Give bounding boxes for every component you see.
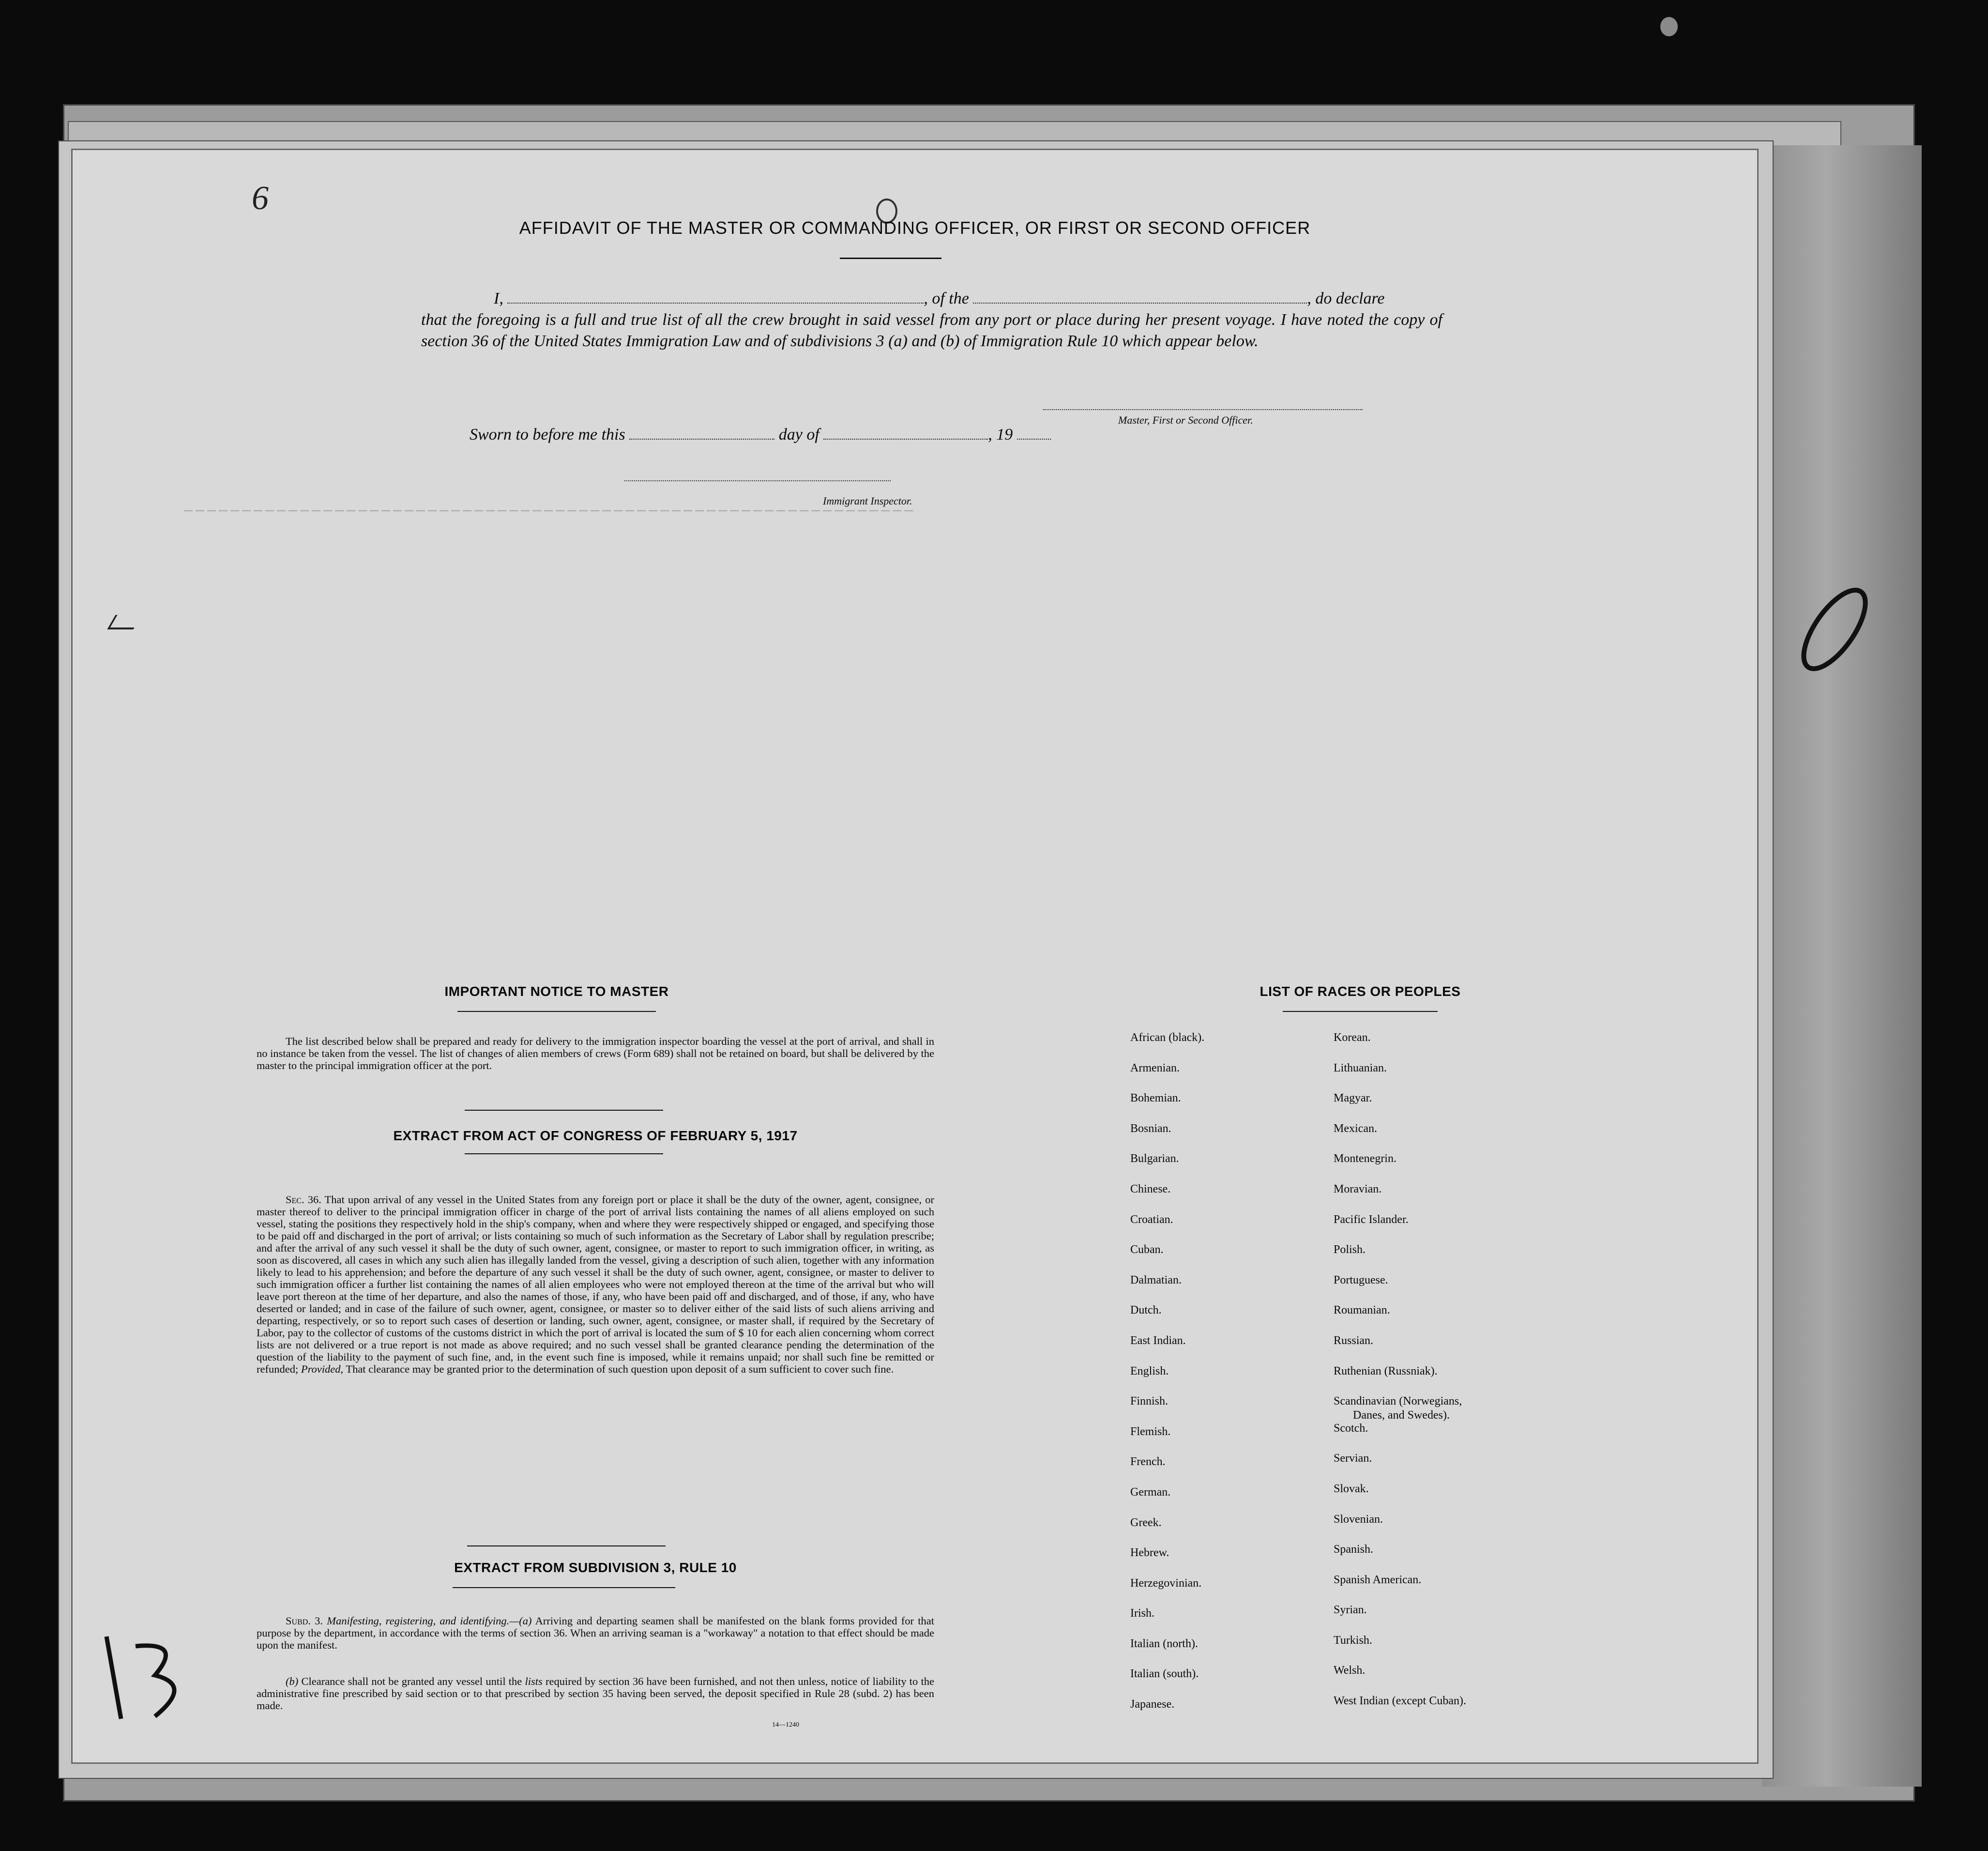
rule-a-text: Arriving and departing seamen shall be manifested on the blank forms provided for that purpose by the department, in accordance with the terms of section 36. When an arriving seaman is a "workaway" a notation to that effect should be made upon the manifest. [257,1615,935,1651]
act-body: That upon arrival of any vessel in the United States from any foreign port or place it shall be the duty of the owner, agent, consignee, or master thereof to deliver to the principal immigration officer in charge of the port of arrival lists containing the names of all aliens employed on such vessel, stating the positions they respectively hold in the ship's company, when and where they were respectively shipped or engaged, and specifying those to be paid off and discharged in the port of arrival; or lists containing so much of such information as the Secretary of Labor shall by regulation prescribe; and after the arrival of any such vessel it shall be the duty of such owner, agent, consignee, or master to report to such immigration officer, in writing, as soon as discovered, all cases in which any such alien has illegally landed from the vessel, giving a description of such alien, together with any information likely to lead to his apprehension; and before the departure of any such vessel it shall be the duty of such owner, agent, consignee, or master to deliver to such immigration officer a further list containing the names of all alien employees who were not employed thereon at the time of the arrival but who will leave port thereon at the time of her departure, and also the names of those, if any, who have been paid off and discharged, and of those, if any, who have deserted or landed; and in case of the failure of such owner, agent, consignee, or master so to deliver either of the said lists of such aliens arriving and departing, respectively, or so to report such cases of desertion or landing, such owner, agent, consignee, or master shall, if required by the Secretary of Labor, pay to the collector of customs of the customs district in which the port of arrival is located the sum of $ 10 for each alien concerning whom correct lists are not delivered or a true report is not made as above required; and no such vessel shall be granted clearance pending the determination of the question of the liability to the payment of such fine, and, in the event such fine is imposed, while it remains unpaid; nor shall such fine be remitted or refunded; [257,1193,934,1375]
divider [453,1587,675,1588]
sworn-month-field[interactable] [823,425,988,440]
race-item: Welsh. [1334,1664,1366,1677]
race-item: Dalmatian. [1130,1273,1182,1286]
race-item: Scandinavian (Norwegians, [1334,1395,1462,1408]
act-body-end: That clearance may be granted prior to the determination of such question upon deposit of a sum sufficient to cover such fine. [346,1363,894,1375]
name-field[interactable] [507,303,924,304]
race-item: Italian (north). [1130,1637,1198,1650]
divider [467,1545,666,1546]
race-item: Armenian. [1130,1061,1180,1074]
races-left-column [1130,1031,1204,1729]
race-item: German. [1130,1485,1171,1499]
rule-a-label: —(a) [509,1615,532,1627]
vessel-field[interactable] [973,303,1307,304]
rule-title: Manifesting, registering, and identifying. [327,1615,510,1627]
race-item: Syrian. [1334,1604,1367,1617]
sworn-day-label: day of [778,426,819,444]
race-item: Italian (south). [1130,1667,1199,1681]
race-item: French. [1130,1455,1166,1469]
race-item: Japanese. [1130,1698,1175,1711]
sworn-year-field[interactable] [1017,425,1051,440]
race-item: Dutch. [1130,1304,1162,1317]
rule-heading: EXTRACT FROM SUBDIVISION 3, RULE 10 [454,1560,737,1575]
check-mark [107,615,141,629]
notice-text: The list described below shall be prepared and ready for delivery to the immigration inspector boarding the vessel at the port of arrival, and shall in no instance be taken from the vessel. The list of changes of alien members of crews (Form 689) shall not be retained on board, but shall be delivered by the master to the principal immigration officer at the port. [257,1035,934,1071]
rule-b-text2: required by section 36 have been furnished, and not then unless, notice of liability to the administrative fine prescribed by said section or to that prescribed by section 35 having been served, the deposit specified in Rule 28 (subd. 2) has been made. [257,1675,935,1712]
race-item: Pacific Islander. [1334,1213,1409,1226]
rule-subd-label: Subd. 3. [286,1615,323,1627]
sworn-prefix: Sworn to before me this [470,426,625,444]
race-item: Scotch. [1334,1422,1368,1435]
rule-text-b [257,1675,934,1712]
race-item: Herzegovinian. [1130,1576,1202,1590]
sworn-year-label: , 19 [988,426,1013,444]
race-item: Magyar. [1334,1092,1372,1105]
race-item: Slovenian. [1334,1513,1383,1526]
race-item: Finnish. [1130,1395,1169,1408]
affidavit-page [73,150,1757,1762]
affidavit-body [421,288,1442,352]
race-item: Ruthenian (Russniak). [1334,1364,1438,1377]
race-item: Bohemian. [1130,1092,1181,1105]
act-proviso: Provided, [301,1363,344,1375]
races-right-column [1334,1031,1466,1725]
page-mark: 6 [252,180,269,217]
race-item: Korean. [1334,1031,1371,1044]
race-item: Mexican. [1334,1122,1377,1135]
divider [465,1153,663,1154]
divider [457,1011,656,1012]
sworn-day-field[interactable] [629,425,774,440]
race-item: Roumanian. [1334,1304,1390,1317]
race-item: Irish. [1130,1607,1154,1620]
affidavit-of-the: , of the [924,290,969,307]
race-item: Croatian. [1130,1213,1173,1226]
act-section-label: Sec. 36. [286,1193,321,1206]
race-item: Chinese. [1130,1182,1171,1195]
race-item: Moravian. [1334,1182,1382,1195]
race-item: Flemish. [1130,1425,1171,1438]
divider [1283,1011,1438,1012]
rule-b-text: Clearance shall not be granted any vessel until the [301,1675,522,1687]
act-text [257,1193,934,1375]
divider [465,1110,663,1111]
race-item: Portuguese. [1334,1273,1388,1286]
race-item: Montenegrin. [1334,1152,1396,1165]
race-item: Lithuanian. [1334,1061,1387,1074]
race-item: Spanish American. [1334,1573,1422,1586]
dust-speck [1660,17,1678,36]
background-sheet-edge [1762,145,1922,1787]
sworn-line [470,425,1051,444]
master-label: Master, First or Second Officer. [1118,414,1253,426]
bleed-through-text: ─────────────────────────────────────────────────────────────── [184,504,916,520]
race-item: African (black). [1130,1031,1205,1044]
race-item: Russian. [1334,1334,1374,1347]
race-item: Hebrew. [1130,1546,1169,1560]
notice-heading: IMPORTANT NOTICE TO MASTER [444,984,669,999]
race-item: Turkish. [1334,1634,1372,1647]
races-heading: LIST OF RACES OR PEOPLES [1260,984,1461,999]
race-item: Spanish. [1334,1543,1374,1556]
oval-mark [1791,581,1878,678]
affidavit-title: AFFIDAVIT OF THE MASTER OR COMMANDING OFFICER, OR FIRST OR SECOND OFFICER [519,218,1311,238]
affidavit-do-declare: , do declare [1307,290,1385,307]
rule-text-a [257,1615,934,1651]
divider [840,258,941,259]
race-item-continuation: Danes, and Swedes). [1353,1408,1450,1422]
race-item: West Indian (except Cuban). [1334,1695,1466,1708]
race-item: Bosnian. [1130,1122,1171,1135]
race-item: Bulgarian. [1130,1152,1179,1165]
race-item: Slovak. [1334,1482,1369,1495]
inspector-label: Immigrant Inspector. [823,495,912,507]
race-item: Servian. [1334,1452,1372,1465]
race-item: English. [1130,1364,1169,1377]
affidavit-i: I, [494,290,503,307]
act-heading: EXTRACT FROM ACT OF CONGRESS OF FEBRUARY 5, 1917 [393,1128,798,1143]
rule-b-lists: lists [525,1675,543,1687]
rule-b-label: (b) [286,1675,299,1687]
master-signature-line[interactable] [1043,409,1363,410]
sheet-number-13 [92,1627,198,1724]
race-item: East Indian. [1130,1334,1186,1347]
race-item: Cuban. [1130,1243,1164,1256]
race-item: Polish. [1334,1243,1366,1256]
race-item: Greek. [1130,1516,1162,1529]
form-number: 14—1240 [772,1721,799,1729]
inspector-signature-line[interactable] [624,480,891,481]
affidavit-declaration: that the foregoing is a full and true list of all the crew brought in said vessel from any port or place during her present voyage. I have noted the copy of section 36 of the United States Immigration Law and of subdivisions 3 (a) and (b) of Immigration Rule 10 which appear below. [421,311,1442,350]
